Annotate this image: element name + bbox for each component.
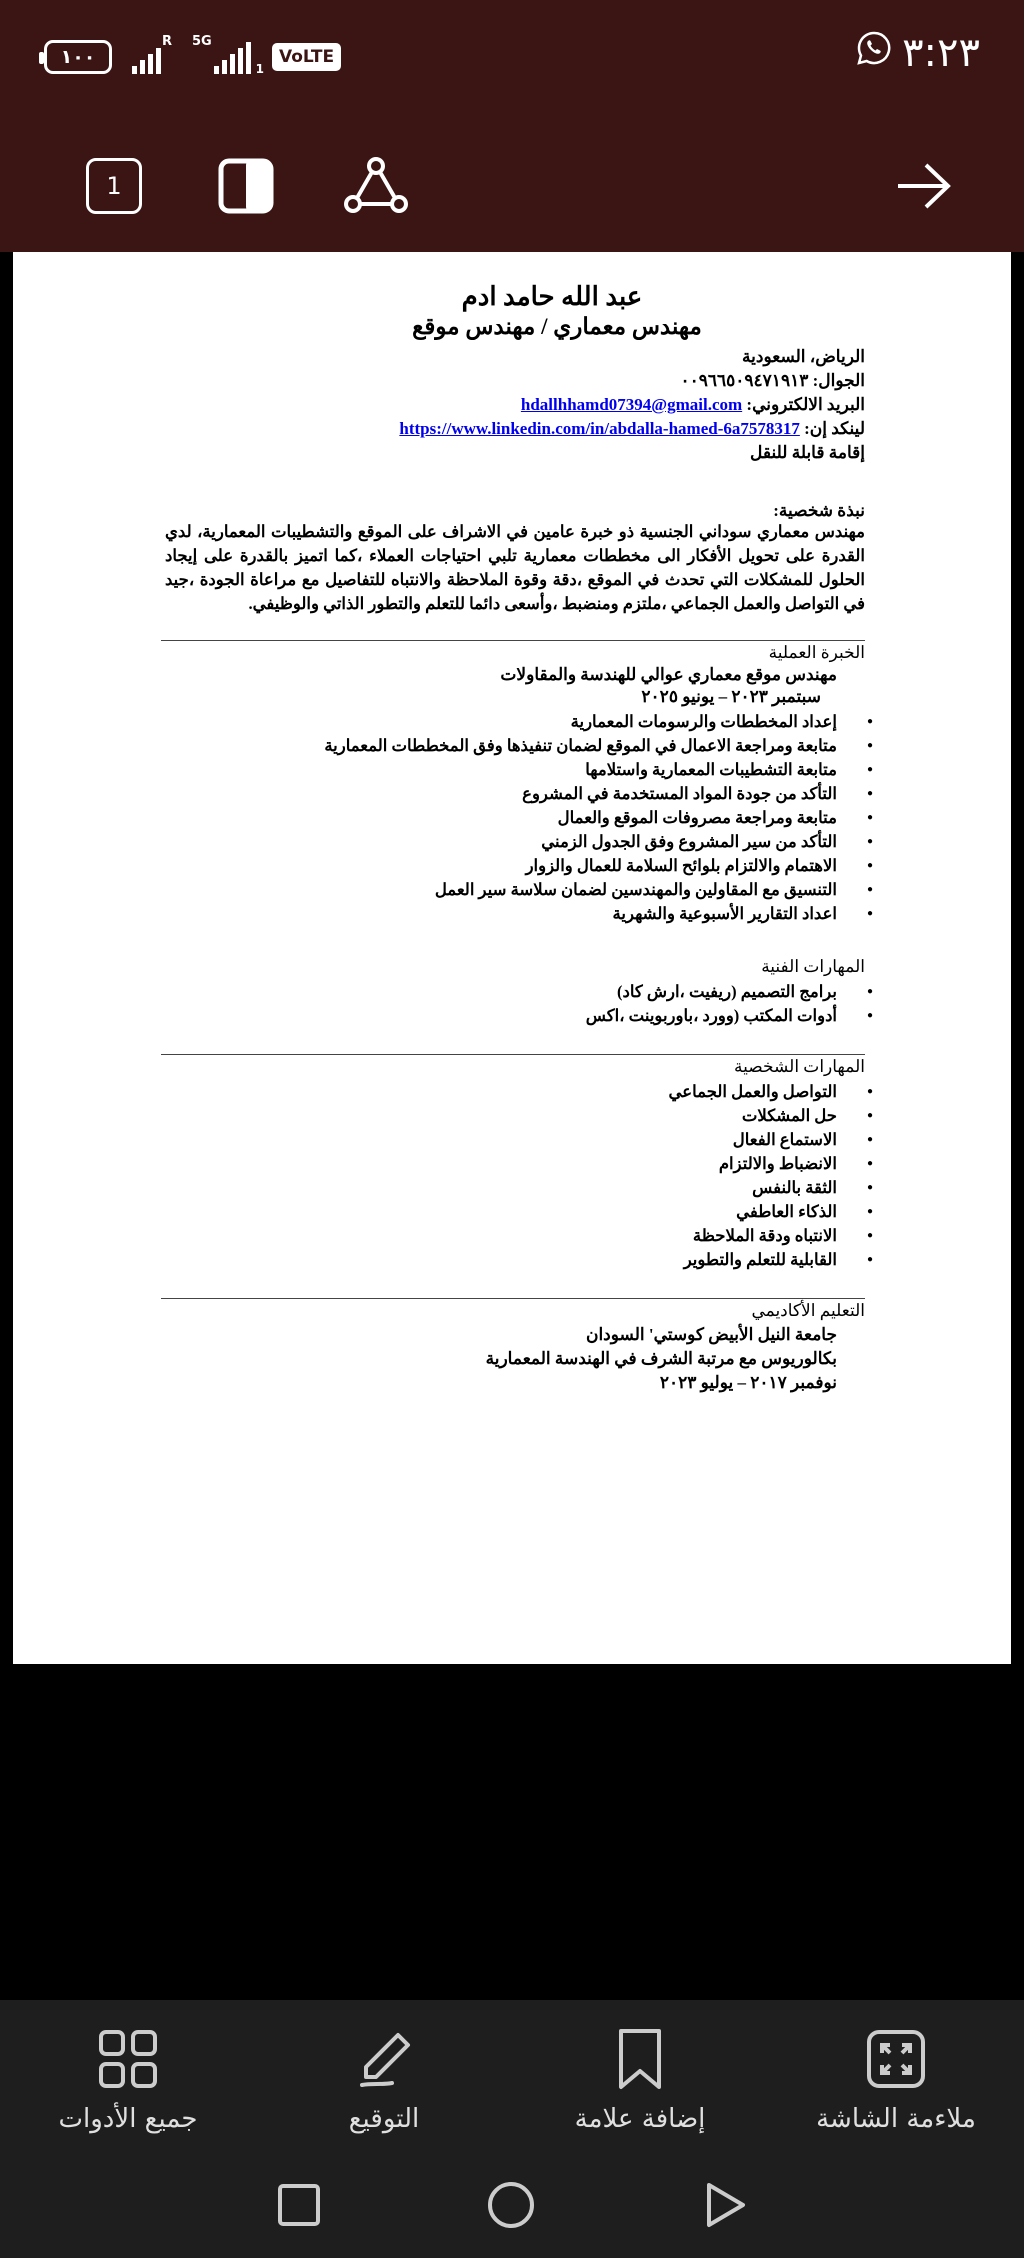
list-item: التأكد من جودة المواد المستخدمة في المشروع ●	[522, 786, 837, 803]
bookmark-button[interactable]	[540, 2014, 740, 2154]
list-item: أدوات المكتب (وورد ،باوربوينت ،اكس ●	[586, 1008, 837, 1025]
home-button[interactable]	[476, 2170, 546, 2240]
experience-heading: الخبرة العملية	[768, 643, 865, 662]
education-heading: التعليم الأكاديمي	[751, 1301, 865, 1320]
signal-icon	[132, 34, 172, 74]
volte-badge: VoLTE	[272, 43, 341, 71]
list-item: حل المشكلات ●	[742, 1108, 837, 1125]
contact-email-row	[521, 396, 865, 413]
list-item: الاهتمام والالتزام بلوائح السلامة للعمال والزوار ●	[526, 858, 837, 875]
fit-screen-label: ملاءمة الشاشة	[816, 2104, 976, 2134]
education-dates: نوفمبر ٢٠١٧ – يوليو ٢٠٢٣	[659, 1373, 837, 1392]
list-item: الانضباط والالتزام ●	[719, 1156, 837, 1173]
list-item: الانتباه ودقة الملاحظة ●	[693, 1228, 837, 1245]
list-item: اعداد التقارير الأسبوعية والشهرية ●	[613, 906, 837, 923]
list-item: برامج التصميم (ريفيت ،ارش كاد) ●	[617, 984, 837, 1001]
battery-level: ١٠٠	[60, 46, 96, 68]
system-nav-bar	[0, 2170, 1024, 2240]
forward-button[interactable]	[880, 142, 968, 230]
contact-linkedin-row	[399, 420, 865, 437]
divider	[161, 1298, 865, 1299]
resume-role: مهندس معماري / مهندس موقع	[412, 314, 702, 339]
contact-phone: الجوال: ٠٠٩٦٦٥٠٩٤٧١٩١٣	[680, 371, 865, 390]
bookmark-label: إضافة علامة	[574, 2104, 706, 2134]
share-icon	[344, 156, 408, 216]
list-item: التأكد من سير المشروع وفق الجدول الزمني ●	[541, 834, 837, 851]
divider	[161, 1054, 865, 1055]
pen-icon	[354, 2029, 414, 2089]
contact-city: الرياض، السعودية	[742, 347, 865, 366]
fit-screen-icon	[866, 2029, 926, 2089]
square-icon	[277, 2183, 321, 2227]
experience-job: مهندس موقع معماري عوالي للهندسة والمقاولات	[500, 665, 837, 684]
sign-button[interactable]	[284, 2014, 484, 2154]
clock: ٣:٢٣	[902, 30, 980, 76]
arrow-right-icon	[894, 161, 954, 211]
pdf-page	[13, 252, 1011, 1664]
list-item: التنسيق مع المقاولين والمهندسين لضمان سلاسة سير العمل ●	[435, 882, 837, 899]
linkedin-label: لينكد إن:	[804, 419, 865, 438]
list-item: الاستماع الفعال ●	[733, 1132, 837, 1149]
all-tools-label: جميع الأدوات	[58, 2104, 198, 2134]
resume-name: عبد الله حامد ادم	[461, 282, 643, 311]
email-label: البريد الالكتروني:	[746, 395, 865, 414]
circle-icon	[486, 2180, 536, 2230]
share-button[interactable]	[332, 142, 420, 230]
signal-5g-icon	[192, 34, 264, 76]
recents-button[interactable]	[264, 2170, 334, 2240]
summary-heading: نبذة شخصية:	[773, 501, 865, 520]
education-degree: بكالوريوس مع مرتبة الشرف في الهندسة المعمارية	[485, 1349, 837, 1368]
list-item: القابلية للتعلم والتطوير ●	[684, 1252, 837, 1269]
whatsapp-icon	[856, 30, 892, 76]
bookmark-icon	[615, 2027, 665, 2091]
back-button[interactable]	[690, 2170, 760, 2240]
sim-label: 1	[255, 62, 264, 76]
list-item: متابعة ومراجعة مصروفات الموقع والعمال ●	[558, 810, 837, 827]
email-link[interactable]: hdallhhamd07394@gmail.com	[520, 395, 743, 414]
roaming-label: R	[161, 34, 172, 49]
technical-heading: المهارات الفنية	[761, 957, 865, 976]
sign-label: التوقيع	[348, 2104, 420, 2134]
network-label: 5G	[192, 34, 212, 49]
grid-icon	[98, 2029, 158, 2089]
list-item: متابعة ومراجعة الاعمال في الموقع لضمان تنفيذها وفق المخططات المعمارية ●	[324, 738, 837, 755]
divider	[161, 640, 865, 641]
list-item: الذكاء العاطفي ●	[736, 1204, 837, 1221]
summary-text: مهندس معماري سوداني الجنسية ذو خبرة عامين في الاشراف على الموقع والتشطيبات المعمارية، لدي القدرة على تحويل الأفكار الى مخططات معمارية تلبي احتياجات العملاء ،كما اتميز بالقدرة على إيجاد الحلول للمشكلات التي تحدث في الموقع ،دقة وقوة الملاحظة والانتباه للتفاصيل مع مراعاة الجودة ،جيد في التواصل والعمل الجماعي ،ملتزم ومنضبط ،وأسعى دائما للتعلم والتطور الذاتي والوظيفي.	[165, 522, 865, 613]
fit-screen-button[interactable]	[796, 2014, 996, 2154]
split-view-icon	[218, 158, 274, 214]
battery-icon	[44, 40, 112, 74]
status-right	[856, 30, 980, 76]
list-item: التواصل والعمل الجماعي ●	[669, 1084, 837, 1101]
contact-residency: إقامة قابلة للنقل	[750, 443, 865, 462]
page-number-button[interactable]	[70, 142, 158, 230]
education-university: جامعة النيل الأبيض كوستي' السودان	[585, 1325, 837, 1344]
list-item: إعداد المخططات والرسومات المعمارية ●	[571, 714, 837, 731]
list-item: الثقة بالنفس ●	[752, 1180, 837, 1197]
all-tools-button[interactable]	[28, 2014, 228, 2154]
experience-dates: سبتمبر ٢٠٢٣ – يونيو ٢٠٢٥	[641, 687, 821, 706]
list-item: متابعة التشطيبات المعمارية واستلامها ●	[585, 762, 837, 779]
status-left	[44, 34, 341, 76]
personal-heading: المهارات الشخصية	[734, 1057, 865, 1076]
pdf-toolbar	[0, 120, 1024, 252]
status-bar	[0, 0, 1024, 120]
page-number: 1	[86, 158, 142, 214]
reading-mode-button[interactable]	[202, 142, 290, 230]
linkedin-link[interactable]: https://www.linkedin.com/in/abdalla-hamed-6a7578317	[399, 419, 800, 438]
triangle-icon	[703, 2181, 747, 2229]
